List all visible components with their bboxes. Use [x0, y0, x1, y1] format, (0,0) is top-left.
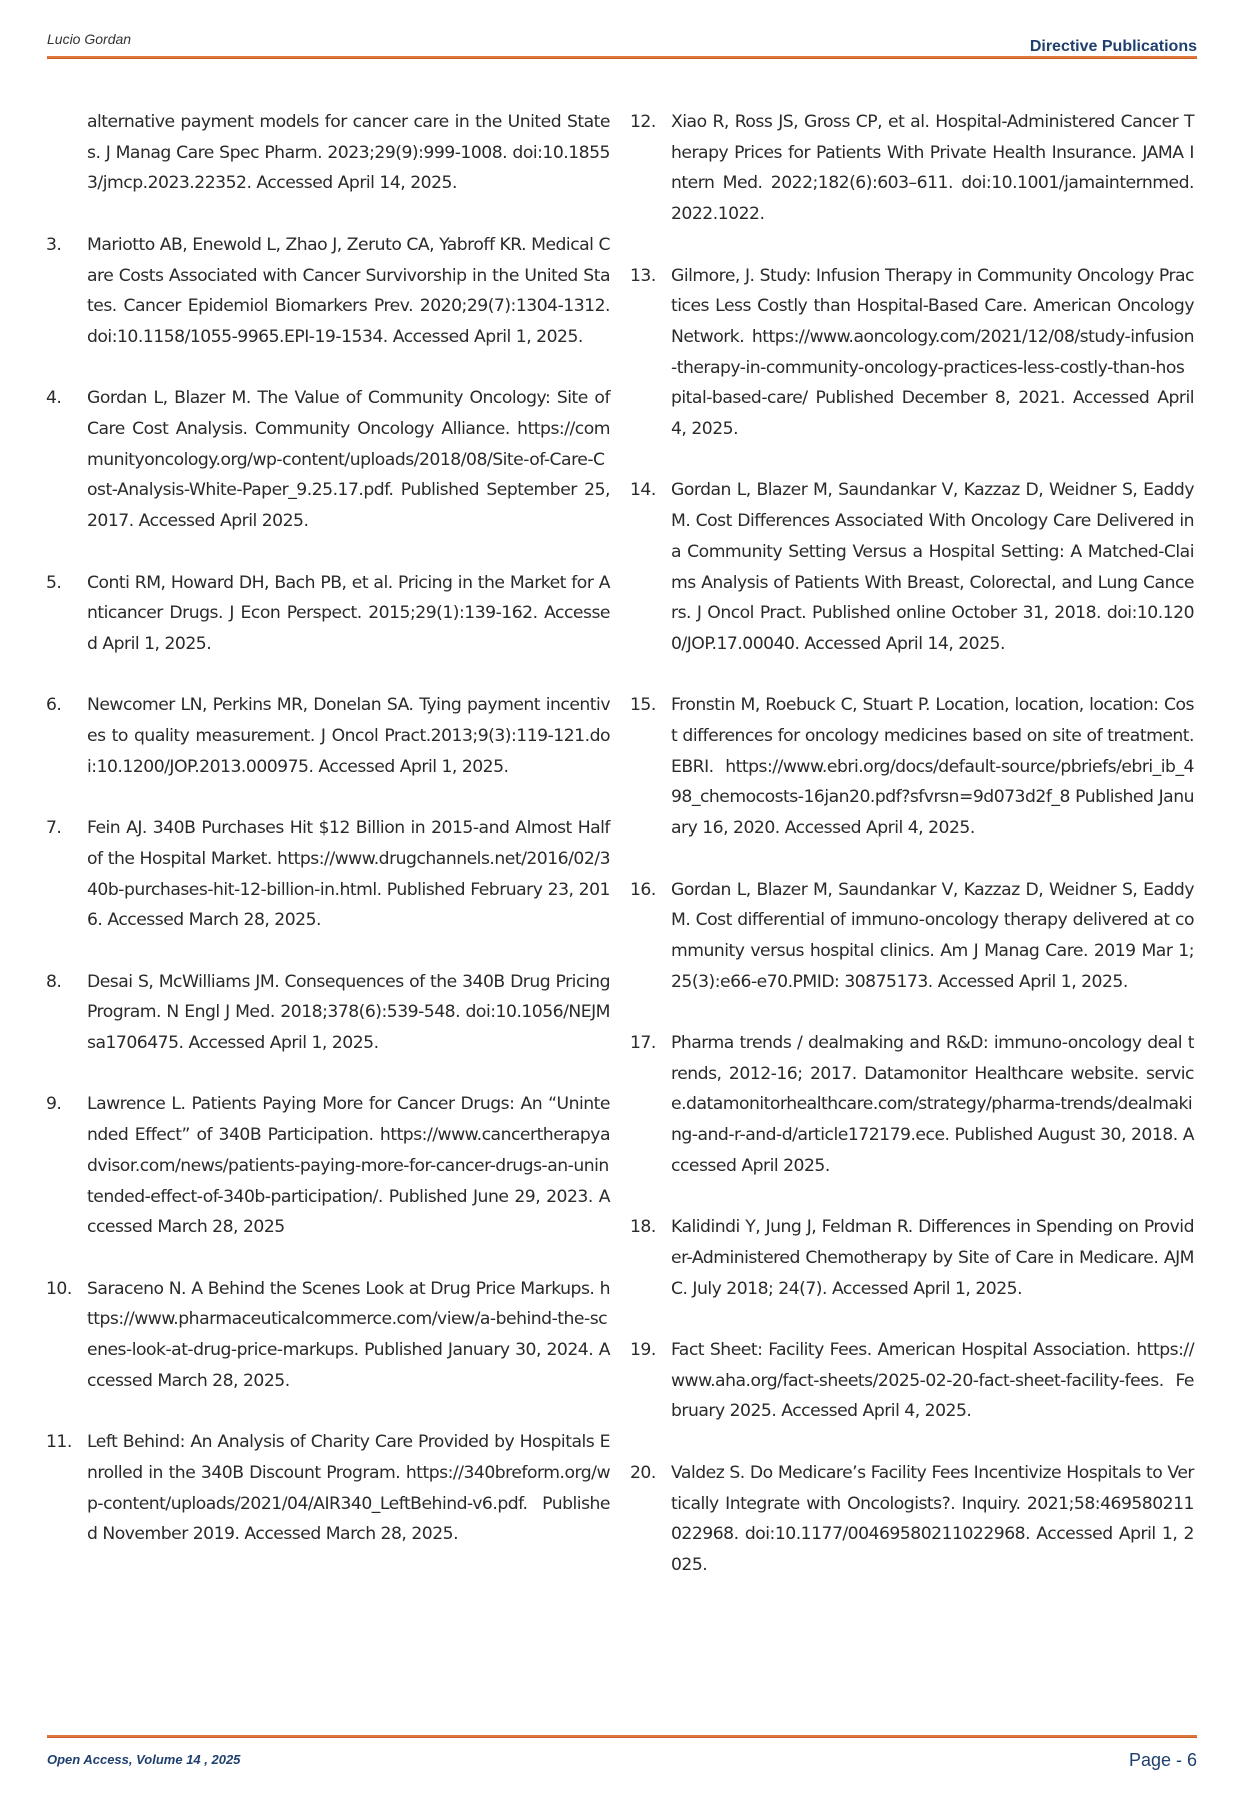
reference-item — [630, 1212, 1194, 1304]
reference-text: Fronstin M, Roebuck C, Stuart P. Location, location, location: Cost differences for oncology medicines based on site of treatment. EBRI. https://www.ebri.org/docs/default-source/pbriefs/ebri_ib_498_chemocosts-16jan20.pdf?sfvrsn=9d073d2f_8 Published January 16, 2020. Accessed April 4, 2025. — [671, 695, 1194, 839]
reference-item — [46, 690, 610, 782]
reference-item — [46, 107, 610, 199]
running-header-publisher: Directive Publications — [1029, 38, 1197, 55]
reference-item — [46, 813, 610, 936]
reference-text: Gordan L, Blazer M, Saundankar V, Kazzaz D, Weidner S, Eaddy M. Cost differential of immuno-oncology therapy delivered at community versus hospital clinics. Am J Manag Care. 2019 Mar 1;25(3):e66-e70.PMID: 30875173. Accessed April 1, 2025. — [671, 879, 1194, 992]
reference-text: Gordan L, Blazer M, Saundankar V, Kazzaz D, Weidner S, Eaddy M. Cost Differences Associated With Oncology Care Delivered in a Community Setting Versus a Hospital Setting: A Matched-Claims Analysis of Patients With Breast, Colorectal, and Lung Cancers. J Oncol Pract. Published online October 31, 2018. doi:10.1200/JOP.17.00040. Accessed April 14, 2025. — [671, 480, 1194, 654]
reference-number: 12. — [630, 112, 656, 132]
reference-number: 9. — [46, 1094, 62, 1115]
reference-number: 20. — [630, 1462, 656, 1483]
reference-number: 5. — [46, 572, 62, 593]
reference-item — [630, 1335, 1194, 1427]
reference-text: Desai S, McWilliams JM. Consequences of the 340B Drug Pricing Program. N Engl J Med. 2018;378(6):539-548. doi:10.1056/NEJMsa1706475. Accessed April 1, 2025. — [87, 971, 610, 1053]
running-header-author: Lucio Gordan — [47, 31, 132, 47]
reference-item — [630, 475, 1194, 659]
reference-text: Valdez S. Do Medicare’s Facility Fees Incentivize Hospitals to Vertically Integrate with Oncologists?. Inquiry. 2021;58:469580211022968. doi:10.1177/00469580211022968. Accessed April 1, 2025. — [671, 1462, 1194, 1575]
reference-item — [46, 1089, 610, 1243]
reference-text: Xiao R, Ross JS, Gross CP, et al. Hospital-Administered Cancer Therapy Prices for Patients With Private Health Insurance. JAMA Intern Med. 2022;182(6):603–611. doi:10.1001/jamainternmed.2022.1022. — [671, 112, 1194, 225]
reference-item — [46, 1427, 610, 1550]
reference-number: 18. — [630, 1217, 656, 1238]
reference-text: Conti RM, Howard DH, Bach PB, et al. Pricing in the Market for Anticancer Drugs. J Econ Perspect. 2015;29(1):139-162. Accessed April 1, 2025. — [87, 572, 610, 654]
reference-number: 15. — [630, 695, 656, 716]
reference-text: Gilmore, J. Study: Infusion Therapy in Community Oncology Practices Less Costly than Hospital-Based Care. American Oncology Network. https://www.aoncology.com/2021/12/08/study-infusion-therapy-in-community-oncology-practices-less-costly-than-hospital-based-care/ Published December 8, 2021. Accessed April 4, 2025. — [671, 265, 1194, 440]
reference-text: Left Behind: An Analysis of Charity Care Provided by Hospitals Enrolled in the 340B Discount Program. https://340breform.org/wp-content/uploads/2021/04/AIR340_LeftBehind-v6.pdf. Published November 2019. Accessed March 28, 2025. — [87, 1432, 610, 1545]
reference-text: Kalidindi Y, Jung J, Feldman R. Differences in Spending on Provider-Administered Chemotherapy by Site of Care in Medicare. AJMC. July 2018; 24(7). Accessed April 1, 2025. — [671, 1217, 1194, 1299]
reference-item — [630, 261, 1194, 445]
reference-list-right-column — [630, 107, 1194, 1611]
reference-text: Pharma trends / dealmaking and R&D: immuno-oncology deal trends, 2012-16; 2017. Datamonitor Healthcare website. service.datamonitorhealthcare.com/strategy/pharma-trends/dealmaking-and-r-and-d/article172179.ece. Published August 30, 2018. Accessed April 2025. — [671, 1033, 1194, 1176]
reference-text: Mariotto AB, Enewold L, Zhao J, Zeruto CA, Yabroff KR. Medical Care Costs Associated with Cancer Survivorship in the United States. Cancer Epidemiol Biomarkers Prev. 2020;29(7):1304-1312.doi:10.1158/1055-9965.EPI-19-1534. Accessed April 1, 2025. — [87, 234, 610, 347]
reference-item — [46, 568, 610, 660]
reference-number: 16. — [630, 879, 656, 900]
reference-item — [630, 690, 1194, 844]
reference-item — [630, 1458, 1194, 1581]
reference-item — [630, 875, 1194, 998]
reference-item — [46, 383, 610, 537]
reference-list-left-column — [46, 107, 610, 1581]
reference-number: 13. — [630, 265, 656, 286]
reference-number: 3. — [46, 234, 62, 255]
footer-volume: Open Access, Volume 14 , 2025 — [47, 1752, 241, 1767]
reference-item — [46, 967, 610, 1059]
reference-number: 17. — [630, 1033, 656, 1054]
reference-text: Gordan L, Blazer M. The Value of Community Oncology: Site of Care Cost Analysis. Community Oncology Alliance. https://communityoncology.org/wp-content/uploads/2018/08/Site-of-Care-Cost-Analysis-White-Paper_9.25.17.pdf. Published September 25, 2017. Accessed April 2025. — [87, 388, 610, 532]
reference-item — [46, 230, 610, 353]
reference-text: Fact Sheet: Facility Fees. American Hospital Association. https://www.aha.org/fact-sheets/2025-02-20-fact-sheet-facility-fees. February 2025. Accessed April 4, 2025. — [671, 1340, 1194, 1422]
reference-number: 14. — [630, 480, 656, 501]
reference-number: 6. — [46, 695, 62, 716]
reference-item — [630, 1028, 1194, 1182]
reference-number: 8. — [46, 971, 62, 992]
reference-text: Fein AJ. 340B Purchases Hit $12 Billion in 2015-and Almost Half of the Hospital Market. https://www.drugchannels.net/2016/02/340b-purchases-hit-12-billion-in.html. Published February 23, 2016. Accessed March 28, 2025. — [87, 818, 610, 931]
page-number: Page - 6 — [1128, 1750, 1197, 1770]
reference-text: Saraceno N. A Behind the Scenes Look at Drug Price Markups. https://www.pharmaceuticalcommerce.com/view/a-behind-the-scenes-look-at-drug-price-markups. Published January 30, 2024. Accessed March 28, 2025. — [87, 1278, 610, 1391]
reference-number: 4. — [46, 388, 62, 409]
reference-item — [46, 1274, 610, 1397]
reference-number: 10. — [46, 1278, 72, 1299]
reference-number: 7. — [46, 818, 62, 839]
reference-text: Newcomer LN, Perkins MR, Donelan SA. Tying payment incentives to quality measurement. J Oncol Pract.2013;9(3):119-121.doi:10.1200/JOP.2013.000975. Accessed April 1, 2025. — [87, 695, 610, 777]
reference-number: 19. — [630, 1340, 656, 1361]
header-divider — [47, 56, 1197, 59]
footer-divider — [47, 1735, 1197, 1738]
reference-number: 11. — [46, 1432, 72, 1453]
reference-text: Lawrence L. Patients Paying More for Cancer Drugs: An “Unintended Effect” of 340B Participation. https://www.cancertherapyadvisor.com/news/patients-paying-more-for-cancer-drugs-an-unintended-effect-of-340b-participation/. Published June 29, 2023. Accessed March 28, 2025 — [87, 1094, 610, 1238]
reference-text: alternative payment models for cancer care in the United States. J Manag Care Spec Pharm. 2023;29(9):999-1008. doi:10.18553/jmcp.2023.22352. Accessed April 14, 2025. — [87, 112, 610, 194]
reference-item — [630, 107, 1194, 230]
